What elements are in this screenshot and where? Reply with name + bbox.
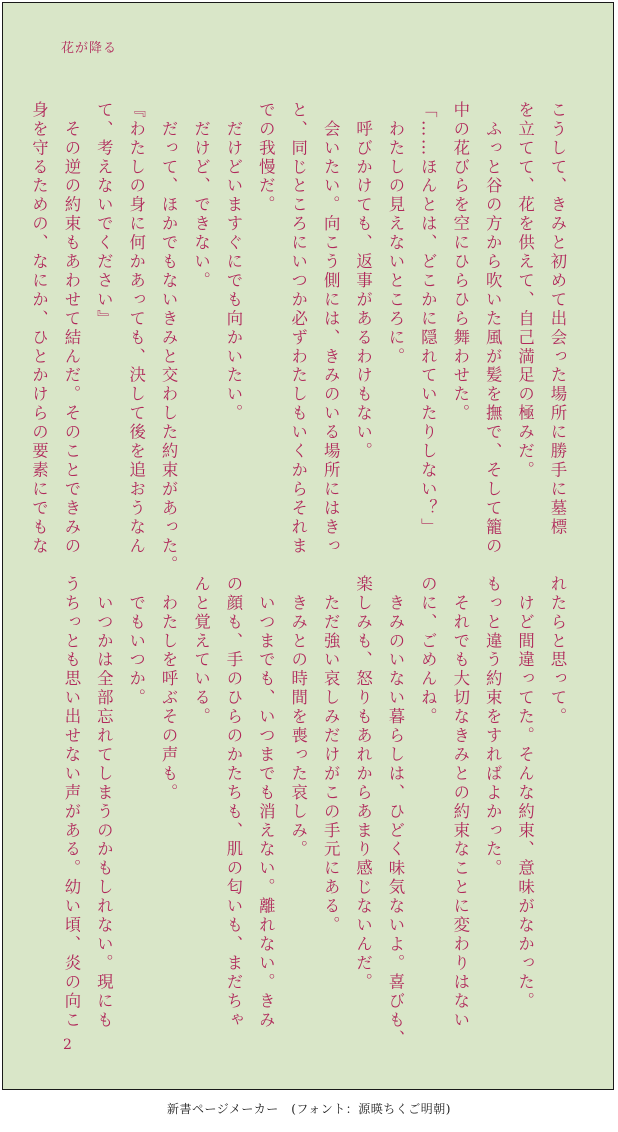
text-line: もっと違う約束をすればよかった。 <box>483 575 503 879</box>
text-line: だけどいますぐにでも向かいたい。 <box>223 101 243 424</box>
text-line: 中の花びらを空にひらひら舞わせた。 <box>450 101 470 424</box>
text-line: 『わたしの身に何かあっても、決して後を追おうなん <box>126 101 146 556</box>
text-line: 楽しみも、怒りもあれからあまり感じないんだ。 <box>353 575 373 992</box>
text-line: と、同じところにいつか必ずわたしもいくからそれま <box>288 101 308 556</box>
text-line: きみとの時間を喪った哀しみ。 <box>288 575 308 860</box>
text-line: でもいつか。 <box>126 575 146 708</box>
text-line: わたしの見えないところに。 <box>385 101 405 367</box>
text-line: 「……ほんとは、どこかに隠れていたりしない？」 <box>418 101 438 537</box>
text-line: 身を守るための、なにか、ひとかけらの要素にでもな <box>29 101 49 556</box>
text-line: ふっと谷の方から吹いた風が髪を撫で、そして籠の <box>483 101 503 556</box>
text-line: こうして、きみと初めて出会った場所に勝手に墓標 <box>548 101 567 537</box>
text-line: 呼びかけても、返事があるわけもない。 <box>353 101 373 462</box>
text-line: けど間違ってた。そんな約束、意味がなかった。 <box>515 575 535 1011</box>
text-line: れたらと思って。 <box>548 575 567 727</box>
text-line: いつまでも、いつまでも消えない。離れない。きみ <box>256 575 276 1030</box>
body-text-upper <box>22 101 573 575</box>
text-line: だって、ほかでもないきみと交わした約束があった。 <box>159 101 179 575</box>
app-credit-footer: 新書ページメーカー (フォント：源暎ちくご明朝) <box>167 1102 451 1116</box>
text-line: のに、ごめんね。 <box>418 575 438 727</box>
text-line: んと覚えている。 <box>191 575 211 727</box>
page-number: 2 <box>63 1037 72 1053</box>
text-line: きみのいない暮らしは、ひどく味気ないよ。喜びも、 <box>385 575 405 1049</box>
text-line: の顔も、手のひらのかたちも、肌の匂いも、まだちゃ <box>223 575 243 1030</box>
text-line: て、考えないでください』 <box>94 101 114 329</box>
running-header-title: 花が降る <box>61 41 118 56</box>
text-line: での我慢だ。 <box>256 101 276 215</box>
text-line: それでも大切なきみとの約束なことに変わりはない <box>450 575 470 1030</box>
text-line: わたしを呼ぶその声も。 <box>159 575 179 803</box>
text-line: を立てて、花を供えて、自己満足の極みだ。 <box>515 101 535 480</box>
body-text-lower <box>55 575 574 1049</box>
text-line: その逆の約束もあわせて結んだ。そのことできみの <box>61 101 81 556</box>
text-line: うちっとも思い出せない声がある。幼い頃、炎の向こ <box>61 575 81 1030</box>
book-page <box>2 2 614 1090</box>
text-line: いつかは全部忘れてしまうのかもしれない。現にも <box>94 575 114 1030</box>
text-line: ただ強い哀しみだけがこの手元にある。 <box>321 575 341 936</box>
text-line: だけど、できない。 <box>191 101 211 291</box>
text-line: 会いたい。向こう側には、きみのいる場所にはきっ <box>321 101 341 556</box>
